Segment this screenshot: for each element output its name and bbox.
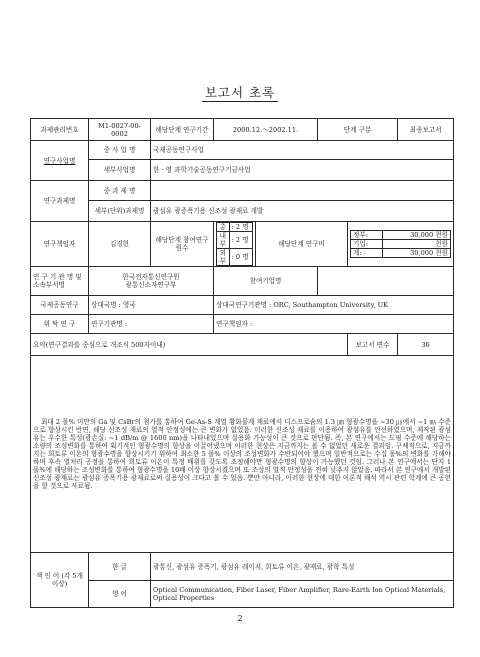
keywords-kor-label bbox=[89, 553, 151, 581]
pages-value: 36 bbox=[398, 334, 454, 356]
delegation-person: 연구책임자 : bbox=[214, 315, 454, 334]
row-project-detail bbox=[31, 160, 454, 181]
project-detail-label: 세부사업명 bbox=[89, 160, 151, 181]
row-task-main bbox=[31, 181, 454, 201]
period-label: 해당단계 연구기간 bbox=[151, 119, 214, 141]
pages-label: 보고서 면수 bbox=[348, 334, 398, 356]
external-value: : 0 명 bbox=[229, 249, 252, 266]
row-international bbox=[31, 296, 454, 315]
participants-subtable bbox=[216, 222, 253, 266]
corp-value: 천원 bbox=[383, 240, 451, 249]
partner-value bbox=[318, 267, 454, 296]
keywords-kor: 광통신, 광섬유 증폭기, 광섬유 레이저, 희토류 이온, 광재료, 광학 특성 bbox=[151, 553, 454, 581]
participants-counts bbox=[214, 222, 256, 267]
row-project-main bbox=[31, 141, 454, 160]
row-keywords-kor bbox=[31, 553, 454, 581]
keywords-label: 색 인 어 (각 5개 이상) bbox=[31, 553, 89, 608]
gov-label: 정부: bbox=[351, 231, 383, 240]
task-detail-value: 광섬유 광증폭기용 신조성 광재료 개발 bbox=[151, 201, 454, 222]
external-label: 외부 bbox=[217, 249, 230, 266]
row-management bbox=[31, 119, 454, 141]
researcher-name: 김경헌 bbox=[89, 222, 151, 267]
task-detail-label: 세부(단위)과제명 bbox=[89, 201, 151, 222]
cost-subtable bbox=[350, 230, 451, 258]
task-main-label: 중 과 제 명 bbox=[89, 181, 151, 201]
period-value: 2000.12.～2002.11. bbox=[214, 119, 318, 141]
project-main-value: 국제공동연구사업 bbox=[151, 141, 454, 160]
delegation-label: 위 탁 연 구 bbox=[31, 315, 89, 334]
total-value: : 2 명 bbox=[229, 223, 252, 232]
project-label bbox=[31, 141, 89, 181]
project-detail-value: 한 · 영 과학기술공동연구기금사업 bbox=[151, 160, 454, 181]
row-task-detail bbox=[31, 201, 454, 222]
row-summary-header bbox=[31, 334, 454, 356]
participants-label: 해당단계 참여연구원수 bbox=[151, 222, 214, 267]
keywords-eng-label: 영 어 bbox=[89, 581, 151, 608]
row-delegation bbox=[31, 315, 454, 334]
gov-value: 30,000 천원 bbox=[383, 231, 451, 240]
sum-value: 30,000 천원 bbox=[383, 249, 451, 258]
summary-text: 최대 2 몰% 미만의 Ga 및 CsBr의 첨가를 통하여 Ge-As-S 계열 황화물계 재료에서 디스프로슘의 1.3 ㎛ 형광수명을 ~30 ㎲에서 ~1 ㎳ 수준으로 향상시킨 반면, 해당 신조성 재료의 열적 안정성에는 큰 변화가 없었음. 이러한 신조성 재료를 이용하여 광섬유를 인선하였으며, 제작된 광섬유는 우수한 특성(광손실: ~1 dB/m @ 1600 nm)을 나타내었으며 실용화 가능성이 큰 것으로 판단됨. 즉, 본 연구에서는 도핑 수준에 해당하는 소량의 조성변화를 통하여 획기적인 형광수명의 향상을 이끌어냈으며 이러한 현상은 지금까지는 볼 수 없었던 새로운 결과임. 구체적으로, 지금까지는 희토류 이온의 형광수명을 향상시키기 위하여 최소한 5 몰% 이상의 조성변화가 수반되어야 했으며 일반적으로는 수십 몰%의 변화를 가해야 하며 후속 열처리 공정을 통하여 희토류 이온이 특정 배위를 갖도록 조정해야만 형광수명의 향상이 가능했던 것임. 그러나 본 연구에서는 단지 1 몰%에 해당하는 조성변화를 통하여 형광수명을 10배 이상 향상시켰으며 또 조성의 열적 안정성을 전혀 낮추지 않았음. 따라서 본 연구에서 개발된 신조성 광재료는 광섬유 증폭기용 광재료로써 실용성이 크다고 볼 수 있음. 뿐만 아니라, 이러한 현상에 대한 이론적 해석 역시 관련 학계에 큰 공헌을 할 것으로 사료됨. bbox=[31, 356, 454, 553]
page-title-text: 보고서 초록 bbox=[202, 85, 278, 102]
page-number: 2 bbox=[237, 614, 243, 623]
report-summary-table bbox=[30, 118, 454, 608]
project-label-text: 연구사업명 bbox=[43, 156, 76, 165]
institution-dept: 광통신소자연구부 bbox=[125, 281, 177, 289]
intl-country: 상대국명 : 영국 bbox=[89, 296, 214, 315]
research-cost-label: 해당단계 연구비 bbox=[256, 222, 348, 267]
row-summary-body bbox=[31, 356, 454, 553]
keywords-kor-label-text: 한 글 bbox=[112, 562, 127, 571]
row-researcher bbox=[31, 222, 454, 267]
mgmt-no-label: 과제관리번호 bbox=[31, 119, 89, 141]
summary-label: 요약(연구결과를 중심으로 개조식 500자이내) bbox=[31, 334, 348, 356]
page-title bbox=[0, 83, 480, 101]
stage-value: 최종보고서 bbox=[398, 119, 454, 141]
task-label: 연구과제명 bbox=[31, 181, 89, 222]
corp-label: 기업: bbox=[351, 240, 383, 249]
partner-label: 참여기업명 bbox=[214, 267, 318, 296]
internal-label: 내부 bbox=[217, 232, 230, 249]
keywords-eng: Optical Communication, Fiber Laser, Fiber Amplifier, Rare-Earth Ion Optical Materials, Optical Properties bbox=[151, 581, 454, 608]
total-label: 총 bbox=[217, 223, 230, 232]
intl-label: 국제공동연구 bbox=[31, 296, 89, 315]
sum-label: 계: bbox=[351, 249, 383, 258]
intl-institution: 상대국연구기관명 : ORC, Southampton University, UK bbox=[214, 296, 454, 315]
task-main-value bbox=[151, 181, 454, 201]
institution-label: 연 구 기 관 명 및 소속부서명 bbox=[31, 267, 89, 296]
project-main-label: 중 사 업 명 bbox=[89, 141, 151, 160]
row-institution bbox=[31, 267, 454, 296]
stage-label: 단계 구분 bbox=[318, 119, 398, 141]
researcher-label: 연구책임자 bbox=[31, 222, 89, 267]
delegation-institution: 연구기관명 : bbox=[89, 315, 214, 334]
institution-values bbox=[89, 267, 214, 296]
mgmt-no-value: M1-0027-00-0002 bbox=[89, 119, 151, 141]
internal-value: : 2 명 bbox=[229, 232, 252, 249]
research-cost-values bbox=[348, 222, 454, 267]
institution-name: 한국전자통신연구원 bbox=[122, 273, 180, 281]
row-keywords-eng bbox=[31, 581, 454, 608]
